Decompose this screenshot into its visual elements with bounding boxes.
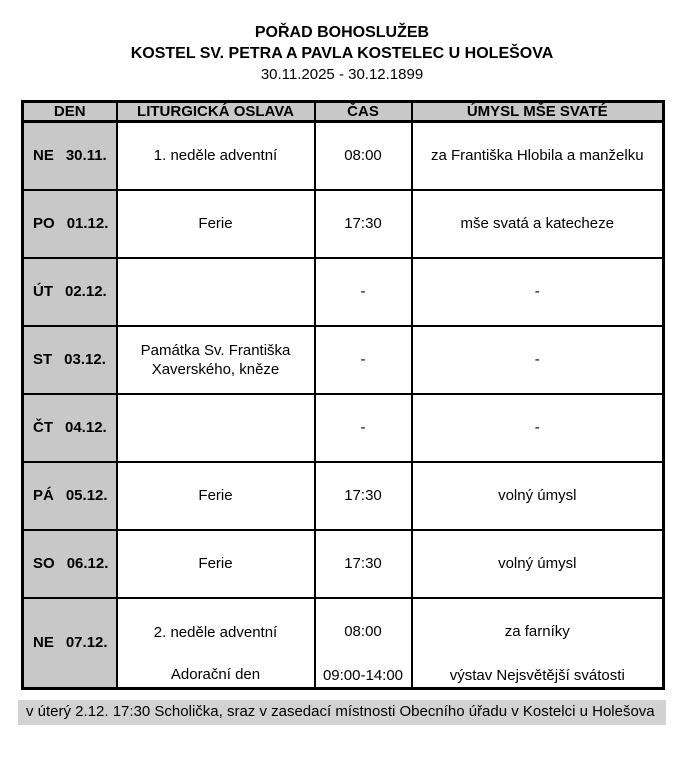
day-date: 05.12. — [65, 487, 108, 504]
celebration-cell: Ferie — [117, 530, 315, 598]
day-cell — [23, 394, 117, 462]
schedule-title: POŘAD BOHOSLUŽEB — [254, 24, 430, 41]
time-cell: 17:30 — [315, 462, 412, 530]
day-cell — [23, 122, 117, 190]
celebration-cell: 1. neděle adventní — [117, 122, 315, 190]
intention-line2: výstav Nejsvětější svátosti — [449, 666, 625, 684]
celebration-line1: 2. neděle adventní — [153, 623, 278, 641]
day-date: 30.11. — [65, 147, 107, 165]
intention-cell — [412, 598, 664, 689]
day-abbrev: SO — [33, 555, 55, 572]
celebration-cell — [117, 258, 315, 326]
day-cell — [23, 462, 117, 530]
intention-cell: mše svatá a katecheze — [412, 190, 664, 258]
celebration-line2: Adorační den — [170, 665, 261, 683]
table-header-row — [23, 102, 664, 122]
day-abbrev: ST — [33, 351, 53, 368]
table-row — [23, 462, 664, 530]
time-cell: 17:30 — [315, 190, 412, 258]
table-row — [23, 530, 664, 598]
column-header-umysl: ÚMYSL MŠE SVATÉ — [412, 102, 664, 122]
time-line1: 08:00 — [344, 622, 382, 640]
time-cell: - — [315, 326, 412, 394]
time-cell — [315, 598, 412, 689]
schedule-table — [21, 100, 665, 690]
intention-cell: - — [412, 326, 664, 394]
title-block — [0, 0, 684, 85]
day-cell — [23, 326, 117, 394]
day-cell — [23, 258, 117, 326]
time-line2: 09:00-14:00 — [322, 666, 404, 684]
intention-cell: za Františka Hlobila a manželku — [412, 122, 664, 190]
day-abbrev: PÁ — [33, 487, 54, 504]
table-row — [23, 326, 664, 394]
day-date: 07.12. — [65, 634, 108, 651]
day-cell — [23, 190, 117, 258]
time-cell: - — [315, 258, 412, 326]
day-abbrev: ÚT — [33, 283, 53, 300]
footer-note: v úterý 2.12. 17:30 Scholička, sraz v zasedací místnosti Obecního úřadu v Kostelci u Holešova — [18, 700, 666, 725]
celebration-cell — [117, 394, 315, 462]
column-header-cas: ČAS — [315, 102, 412, 122]
celebration-cell — [117, 598, 315, 689]
day-date: 03.12. — [64, 351, 106, 368]
day-cell — [23, 530, 117, 598]
time-cell: - — [315, 394, 412, 462]
column-header-oslava: LITURGICKÁ OSLAVA — [117, 102, 315, 122]
intention-cell: - — [412, 258, 664, 326]
intention-cell: volný úmysl — [412, 462, 664, 530]
intention-cell: volný úmysl — [412, 530, 664, 598]
day-abbrev: NE — [33, 634, 54, 651]
celebration-cell: Ferie — [117, 190, 315, 258]
date-range: 30.11.2025 - 30.12.1899 — [260, 66, 424, 83]
day-abbrev: PO — [33, 215, 55, 232]
table-row — [23, 394, 664, 462]
table-row — [23, 190, 664, 258]
day-date: 02.12. — [65, 283, 107, 300]
day-abbrev: NE — [33, 147, 54, 165]
day-date: 01.12. — [66, 215, 109, 232]
celebration-cell: Ferie — [117, 462, 315, 530]
time-cell: 08:00 — [315, 122, 412, 190]
column-header-den: DEN — [23, 102, 117, 122]
day-abbrev: ČT — [33, 419, 53, 436]
celebration-cell: Památka Sv. Františka Xaverského, kněze — [117, 326, 315, 394]
intention-cell: - — [412, 394, 664, 462]
church-name: KOSTEL SV. PETRA A PAVLA KOSTELEC U HOLEŠOVA — [130, 45, 554, 62]
day-date: 04.12. — [65, 419, 107, 436]
intention-line1: za farníky — [504, 622, 570, 640]
table-row — [23, 258, 664, 326]
time-cell: 17:30 — [315, 530, 412, 598]
day-cell — [23, 598, 117, 689]
day-date: 06.12. — [66, 555, 109, 572]
table-row — [23, 598, 664, 689]
table-row — [23, 122, 664, 190]
